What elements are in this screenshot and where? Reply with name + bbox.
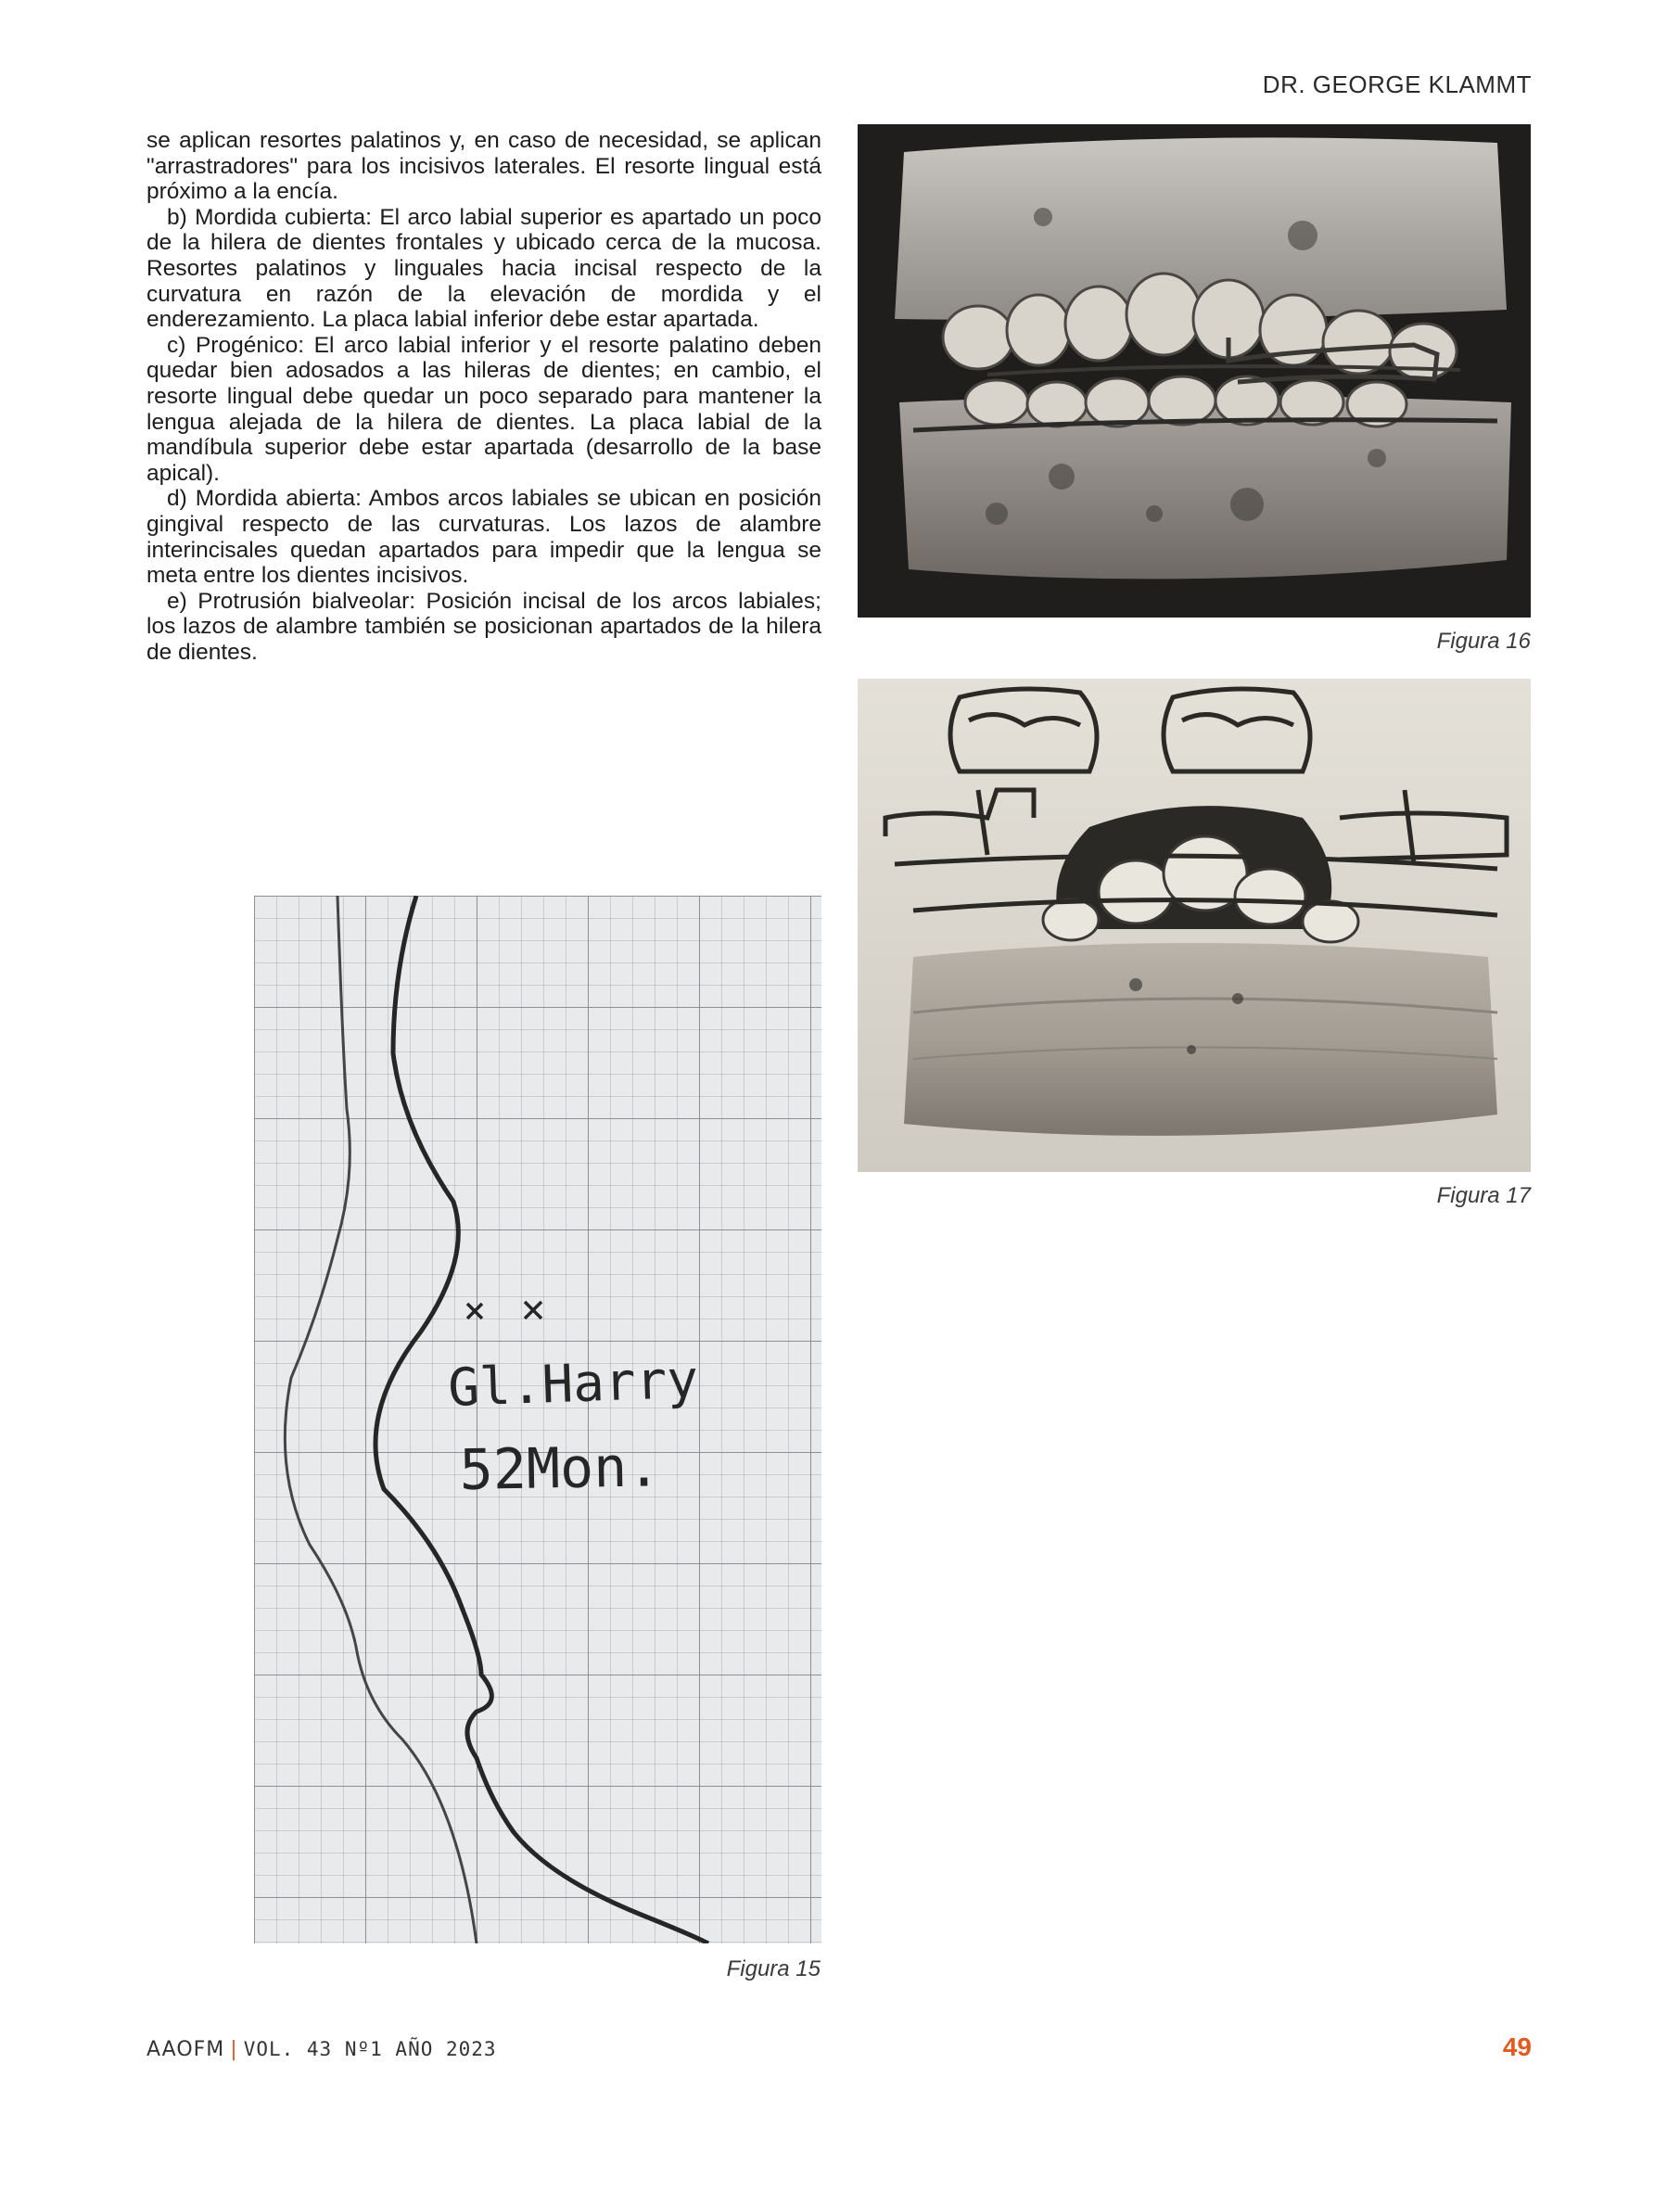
paragraph-mordida-abierta: d) Mordida abierta: Ambos arcos labiales se ubican en posición gingival respecto de las curvaturas. Los lazos de alambre interincisales quedan apartados para impedir que la lengua se meta entre los dientes incisivos. [146,486,821,589]
page-number: 49 [1502,2032,1532,2061]
journal-name: AAOFM [146,2038,225,2061]
journal-volume: VOL. 43 Nº1 AÑO 2023 [243,2038,497,2060]
handwriting-line-1: Gl.Harry [447,1349,700,1419]
figure-15-image [254,896,821,1943]
appliance-photo [858,679,1531,1172]
figure-17-image [858,679,1531,1172]
figure-16-image [858,124,1531,618]
body-text [146,128,821,665]
figure-15-caption: Figura 15 [726,1956,821,1981]
profile-tracing-graph-paper [254,896,821,1943]
footer-separator: | [230,2038,238,2061]
paragraph-progenico: c) Progénico: El arco labial inferior y el resorte palatino deben quedar bien adosados a las hileras de dientes; en cambio, el resorte lingual debe quedar un poco separado para mantener la lengua alejada de la hilera de dientes. La placa labial de la mandíbula superior debe estar apartada (desarrollo de la base apical). [146,332,821,486]
paragraph-protrusion-bialveolar: e) Protrusión bialveolar: Posición incisal de los arcos labiales; los lazos de alambre también se posicionan apartados de la hilera de dientes. [146,588,821,665]
dental-cast-photo [858,124,1531,618]
figure-17-caption: Figura 17 [1436,1183,1531,1208]
footer-journal-info [146,2038,497,2061]
handwriting-line-2: 52Mon. [459,1434,661,1503]
figure-16-caption: Figura 16 [1436,629,1531,654]
paragraph-mordida-cubierta: b) Mordida cubierta: El arco labial superior es apartado un poco de la hilera de dientes frontales y ubicado cerca de la mucosa. Resortes palatinos y linguales hacia incisal respecto de la curvatura en razón de la elevación de mordida y el enderezamiento. La placa labial inferior debe estar apartada. [146,204,821,333]
running-head-author: DR. GEORGE KLAMMT [1262,70,1532,98]
paragraph-continuation: se aplican resortes palatinos y, en caso de necesidad, se aplican "arrastradores" para los incisivos laterales. El resorte lingual está próximo a la encía. [146,128,821,205]
